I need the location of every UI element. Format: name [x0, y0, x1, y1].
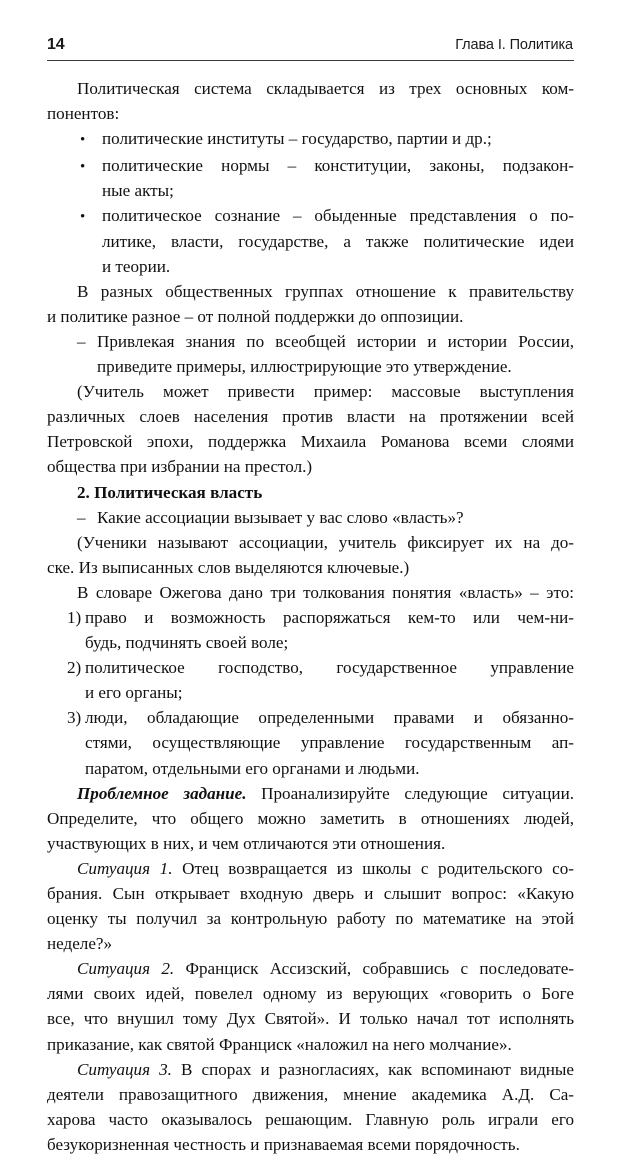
chapter-title: Глава I. Политика	[455, 37, 573, 53]
page-number: 14	[47, 36, 65, 53]
text-line: политические нормы – конституции, законы, подзакон-	[102, 156, 574, 176]
text-line: понентов:	[47, 104, 120, 124]
text-line: и теории.	[102, 256, 171, 276]
text-line: деятели правозащитного движения, мнение академика А.Д. Са-	[47, 1084, 574, 1104]
text-line: ные акты;	[102, 181, 174, 201]
list-item-body	[102, 126, 574, 151]
list-item-body	[85, 705, 574, 780]
situation-label: Ситуация 1.	[77, 858, 173, 878]
text-line: и его органы;	[85, 683, 183, 703]
dash-marker: –	[77, 331, 86, 351]
list-item	[47, 203, 574, 278]
question-body	[97, 505, 574, 530]
text-line: В словаре Ожегова дано три толкования понятия «власть» – это:	[77, 582, 574, 602]
question-body	[97, 329, 574, 379]
paragraph-intro	[47, 76, 574, 126]
text-line: В разных общественных группах отношение к правительству	[77, 281, 574, 301]
list-item	[47, 153, 574, 203]
text-line: харова часто оказывалось решающим. Главную роль играли его	[47, 1109, 574, 1129]
text-line: стями, осуществляющие управление государственным ап-	[85, 733, 574, 753]
text-line: право и возможность распоряжаться кем-то или чем-ни-	[85, 607, 574, 627]
question-dash-item	[47, 329, 574, 379]
text-line: Петровской эпохи, поддержка Михаила Романова всеми слоями	[47, 432, 574, 452]
paragraph-situation	[47, 1057, 574, 1157]
situation-label: Ситуация 3.	[77, 1059, 172, 1079]
text-line: приведите примеры, иллюстрирующие это утверждение.	[97, 357, 512, 377]
text-line-mixed	[47, 956, 574, 981]
text-line: оценку ты получил за контрольную работу по математике на этой	[47, 909, 574, 929]
text-line: лями своих идей, повелел одному из верующих «говорить о Боге	[47, 984, 574, 1004]
text-line: Привлекая знания по всеобщей истории и истории России,	[97, 331, 574, 351]
text-line: неделе?»	[47, 934, 113, 954]
section-heading: 2. Политическая власть	[77, 482, 263, 502]
text-line-mixed	[47, 856, 574, 881]
list-item	[47, 126, 574, 153]
list-item-body	[85, 655, 574, 705]
text-line: Политическая система складывается из трех основных ком-	[77, 79, 574, 98]
header-rule	[47, 60, 574, 61]
paragraph-association-note	[47, 530, 574, 580]
bullet-icon: •	[80, 159, 86, 176]
text-line: политическое сознание – обыденные представления о по-	[102, 206, 574, 226]
problem-task-label: Проблемное задание.	[77, 783, 247, 803]
text-line: брания. Сын открывает входную дверь и слышит вопрос: «Какую	[47, 884, 574, 903]
text-line: приказание, как святой Франциск «наложил на него молчание».	[47, 1034, 512, 1054]
bullet-icon: •	[80, 132, 86, 149]
question-dash-item	[47, 505, 574, 530]
list-item-body	[102, 153, 574, 203]
text-line: и политике разное – от полной поддержки до оппозиции.	[47, 306, 464, 326]
list-item	[47, 655, 574, 705]
problem-task-text: Проанализируйте следующие ситуации.	[246, 783, 574, 803]
list-marker: 2)	[67, 658, 82, 678]
text-block	[47, 76, 574, 1157]
list-item	[47, 605, 574, 655]
text-line: люди, обладающие определенными правами и обязанно-	[85, 708, 574, 728]
situation-text: Отец возвращается из школы с родительского со-	[172, 858, 575, 878]
text-line: будь, подчинять своей воле;	[85, 633, 289, 653]
text-line: Определите, что общего можно заметить в отношениях людей,	[47, 808, 574, 828]
text-line: (Учитель может привести пример: массовые выступления	[77, 382, 574, 402]
situation-text: В спорах и разногласиях, как вспоминают видные	[171, 1059, 574, 1079]
paragraph-problem-task	[47, 781, 574, 856]
bullet-icon: •	[80, 209, 86, 226]
text-line-mixed	[47, 781, 574, 806]
dash-marker: –	[77, 507, 86, 527]
text-line: ске. Из выписанных слов выделяются ключевые.)	[47, 557, 410, 577]
text-line: все, что внушил тому Дух Святой». И только начал тот исполнять	[47, 1009, 574, 1029]
text-line: паратом, отдельными его органами и людьми.	[85, 758, 420, 778]
paragraph-situation	[47, 956, 574, 1056]
text-line: участвующих в них, и чем отличаются эти отношения.	[47, 833, 446, 853]
text-line: литике, власти, государстве, а также политические идеи	[102, 231, 574, 251]
text-line: Какие ассоциации вызывает у вас слово «власть»?	[97, 507, 464, 527]
text-line: политическое господство, государственное управление	[85, 658, 574, 678]
list-item-body	[85, 605, 574, 655]
list-item	[47, 705, 574, 780]
text-line: (Ученики называют ассоциации, учитель фиксирует их на до-	[77, 532, 574, 552]
situation-label: Ситуация 2.	[77, 959, 175, 979]
paragraph-dictionary-lead	[47, 580, 574, 605]
paragraph-teacher-note	[47, 379, 574, 479]
text-line: общества при избрании на престол.)	[47, 457, 313, 477]
list-item-body	[102, 203, 574, 278]
paragraph-attitudes	[47, 279, 574, 329]
text-line: различных слоев населения против власти на протяжении всей	[47, 407, 574, 427]
list-marker: 1)	[67, 607, 82, 627]
text-line: безукоризненная честность и признаваемая всеми порядочность.	[47, 1134, 520, 1154]
running-head	[47, 36, 573, 54]
text-line: политические институты – государство, партии и др.;	[102, 129, 492, 149]
paragraph-situation	[47, 856, 574, 956]
list-marker: 3)	[67, 708, 82, 728]
text-line-mixed	[47, 1057, 574, 1082]
situation-text: Франциск Ассизский, собравшись с последовате-	[174, 959, 574, 979]
